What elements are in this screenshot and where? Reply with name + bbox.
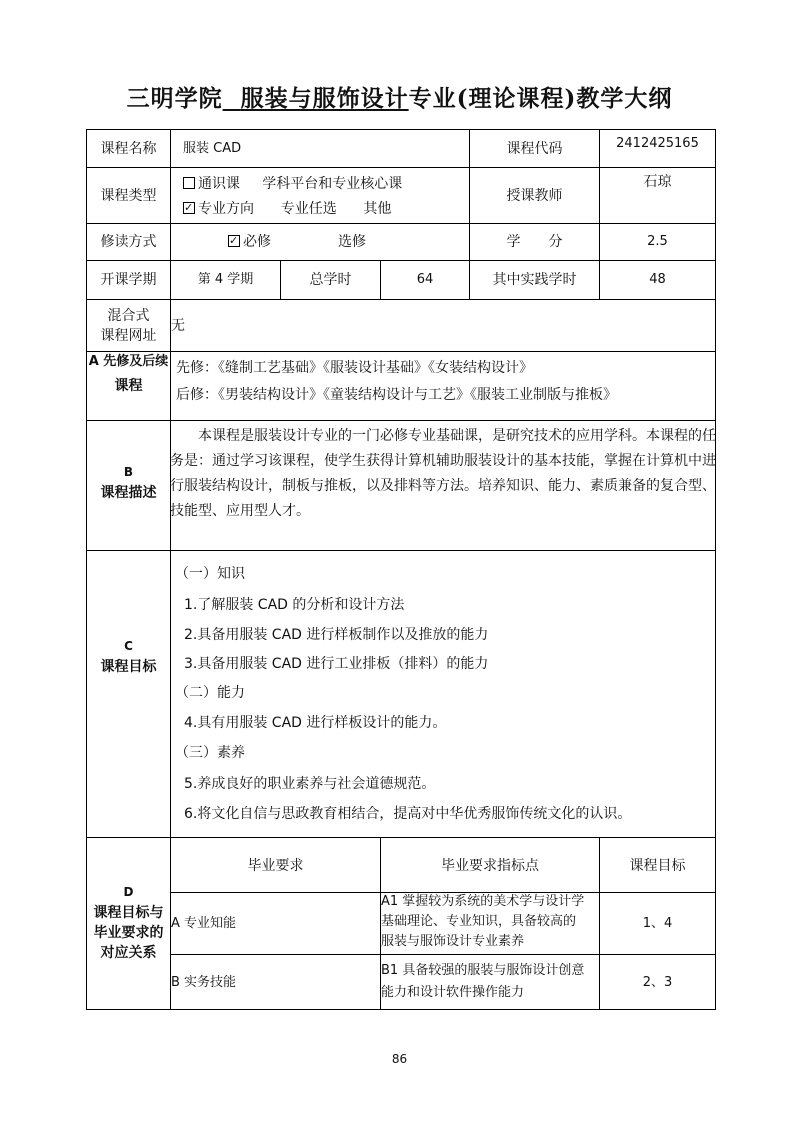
semester-label: 开课学期: [100, 272, 157, 288]
d-row1-point-1: A1 掌握较为系统的美术学与设计学: [381, 894, 585, 909]
checkbox-required[interactable]: [228, 235, 240, 247]
d-header-req: 毕业要求: [247, 858, 304, 874]
goal-item-4: 4.具有用服装 CAD 进行样板设计的能力。: [184, 715, 447, 731]
semester: 第 4 学期: [197, 272, 254, 287]
section-a-label-1: A 先修及后续: [88, 354, 169, 369]
d-header-point: 毕业要求指标点: [441, 858, 539, 874]
title-suffix: 专业(理论课程)教学大纲: [408, 85, 673, 112]
section-b-description: 本课程是服装设计专业的一门必修专业基础课，是研究技术的应用学科。本课程的任务是：通过学习该课程，使学生获得计算机辅助服装设计的基本技能，掌握在计算机中进行服装结构设计，制板与推板，以及排料等方法。培养知识、能力、素质兼备的复合型、技能型、应用型人才。: [170, 428, 716, 519]
checkbox-major-direction[interactable]: [183, 202, 195, 214]
section-b-label: 课程描述: [100, 485, 157, 501]
credit-label: 学 分: [506, 234, 563, 250]
practice-label: 其中实践学时: [492, 272, 577, 288]
d-row2-goal: 2、3: [642, 975, 673, 990]
section-c-label: 课程目标: [100, 659, 157, 675]
study-mode-elective: 选修: [338, 234, 366, 250]
section-b-letter: B: [123, 465, 134, 479]
section-d-label-1: 课程目标与: [93, 905, 164, 921]
section-d-label-3: 对应关系: [100, 945, 157, 961]
section-a-prev: 先修：《缝制工艺基础》《服装设计基础》《女装结构设计》: [176, 360, 533, 376]
goal-item-6: 6.将文化自信与思政教育相结合，提高对中华优秀服饰传统文化的认识。: [184, 806, 632, 822]
cell-mixed: [170, 299, 716, 352]
course-type-line2: ✓专业方向 专业任选 其他: [183, 200, 391, 218]
study-mode-required: ✓ 必修: [228, 233, 271, 251]
d-row1-point-3: 服装与服饰设计专业素养: [381, 934, 525, 949]
practice: 48: [649, 272, 666, 287]
d-row1-req: A 专业知能: [171, 916, 237, 931]
d-row1-goal: 1、4: [642, 916, 673, 931]
course-name: 服装 CAD: [183, 141, 242, 156]
goal-item-5: 5.养成良好的职业素养与社会道德规范。: [184, 776, 436, 792]
mixed-label-1: 混合式: [107, 308, 150, 324]
credit: 2.5: [647, 234, 668, 249]
section-c-letter: C: [124, 639, 133, 653]
teacher-label: 授课教师: [506, 188, 563, 204]
study-mode-label: 修读方式: [100, 234, 157, 250]
hours: 64: [416, 272, 434, 287]
d-row2-point-1: B1 具备较强的服装与服饰设计创意: [381, 963, 585, 978]
school-name: 三明学院: [126, 85, 223, 112]
hours-label: 总学时: [309, 272, 352, 288]
d-row2-req: B 实务技能: [171, 975, 237, 990]
course-code-label: 课程代码: [506, 141, 563, 157]
mixed-value: 无: [171, 318, 185, 334]
d-row2-point-2: 能力和设计软件操作能力: [381, 985, 525, 1000]
page-title: [0, 80, 799, 113]
page-number: 86: [391, 1052, 408, 1066]
mixed-label-2: 课程网址: [100, 328, 157, 344]
course-type-label: 课程类型: [100, 188, 157, 204]
section-d-label-2: 毕业要求的: [93, 925, 164, 941]
section-a-next: 后修：《男装结构设计》《童装结构设计与工艺》《服装工业制版与推板》: [176, 387, 617, 403]
checkbox-general[interactable]: [183, 177, 195, 189]
course-type-line1: 通识课 学科平台和专业核心课: [183, 175, 402, 193]
goal-heading-knowledge: （一）知识: [175, 566, 245, 582]
goal-item-1: 1.了解服装 CAD 的分析和设计方法: [184, 597, 405, 613]
cell-study-mode: [170, 223, 470, 261]
goal-heading-ability: （二）能力: [175, 685, 245, 701]
major-name: 服装与服饰设计: [240, 85, 409, 112]
teacher: 石琼: [643, 174, 672, 190]
course-name-label: 课程名称: [100, 141, 157, 157]
d-row1-point-2: 基础理论、专业知识，具备较高的: [381, 914, 577, 929]
goal-item-3: 3.具备用服装 CAD 进行工业排板（排料）的能力: [184, 656, 489, 672]
section-a-label-2: 课程: [114, 378, 143, 394]
section-d-letter: D: [123, 885, 134, 899]
cell-section-c-label: [86, 550, 171, 838]
goal-heading-quality: （三）素养: [175, 745, 245, 761]
d-header-goal: 课程目标: [629, 858, 686, 874]
goal-item-2: 2.具备用服装 CAD 进行样板制作以及推放的能力: [184, 627, 489, 643]
course-code: 2412425165: [616, 136, 699, 151]
